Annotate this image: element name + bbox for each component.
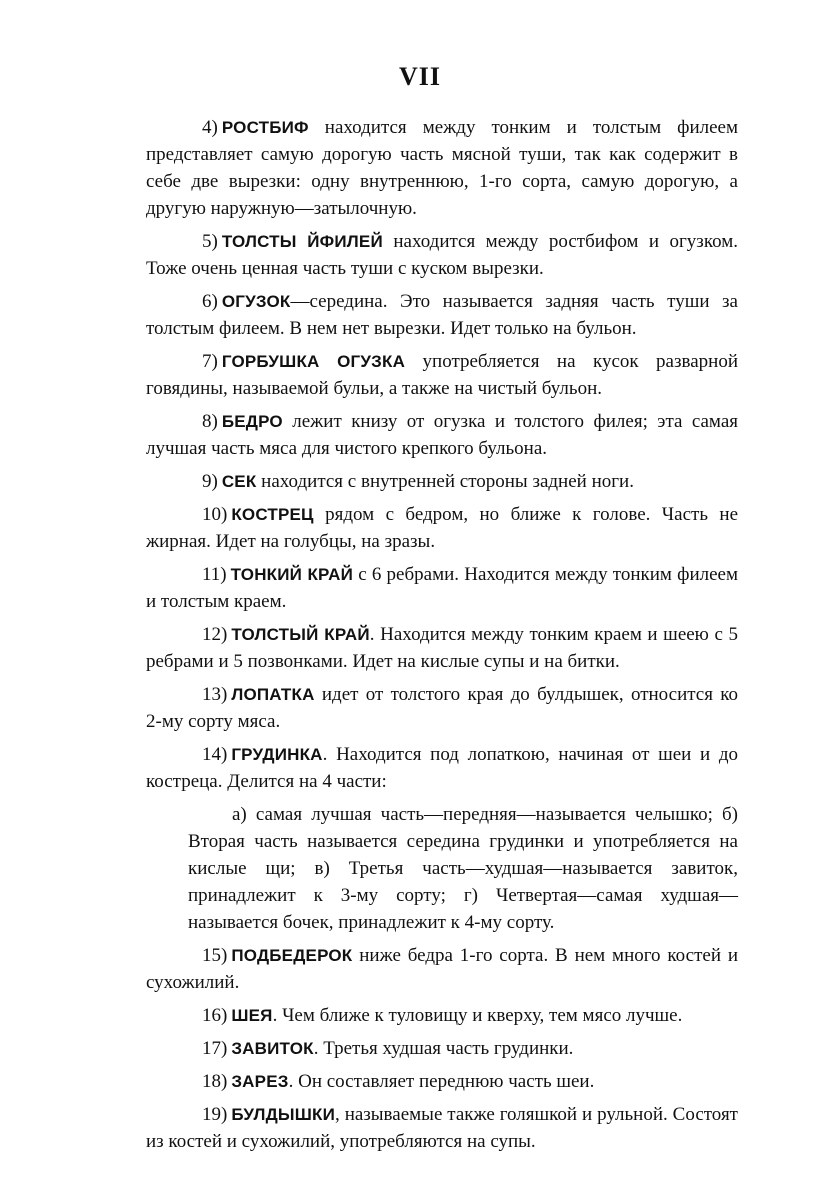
entry-17 [146,1035,738,1062]
entry-number: 16) [202,1005,228,1026]
entry-term: ГРУДИНКА [231,745,323,764]
entry-term: ПОДБЕДЕРОК [231,946,353,965]
entry-text: . Он составляет переднюю часть шеи. [288,1071,595,1092]
entry-9 [146,468,738,495]
entry-term: ТОЛСТЫЙ КРАЙ [231,625,370,644]
entry-text: —середина. Это называется задняя часть туши за толстым филеем. В нем нет вырезки. Идет только на бульон. [146,291,738,339]
entry-term: ЗАРЕЗ [231,1072,289,1091]
entry-number: 18) [202,1071,228,1092]
entry-number: 19) [202,1104,228,1125]
entry-text: употребляется на кусок разварной говядины, называемой бульи, а также на чистый бульон. [146,351,738,399]
entry-15 [146,942,738,996]
entry-term: БЕДРО [221,412,283,431]
entry-text: рядом с бедром, но ближе к голове. Часть не жирная. Идет на голубцы, на зразы. [146,504,739,552]
entry-11 [146,561,738,615]
entry-7 [146,348,738,402]
entry-term: БУЛДЫШКИ [231,1105,336,1124]
entry-term: ГОРБУШКА ОГУЗКА [221,352,406,371]
entry-number: 11) [202,564,227,585]
entry-number: 15) [202,945,228,966]
entry-6 [146,288,738,342]
entry-12 [146,621,738,675]
entry-text: , называемые также голяшкой и рульной. Состоят из костей и сухожилий, употребляются на супы. [146,1104,738,1152]
entry-19 [146,1101,738,1155]
entry-number: 4) [202,117,218,138]
entry-number: 14) [202,744,228,765]
entry-number: 6) [202,291,218,312]
entry-number: 8) [202,411,218,432]
entry-10 [146,501,738,555]
entry-number: 17) [202,1038,228,1059]
entry-number: 10) [202,504,228,525]
entry-term: РОСТБИФ [221,118,309,137]
entry-term: ТОЛСТЫ ЙФИЛЕЙ [221,232,383,251]
entry-number: 9) [202,471,218,492]
entry-number: 13) [202,684,228,705]
entry-5 [146,228,738,282]
page-number: VII [398,62,441,91]
entry-16 [146,1002,738,1029]
entry-8 [146,408,738,462]
entry-number: 5) [202,231,218,252]
entry-number: 12) [202,624,228,645]
entry-text: находится между тонким и толстым филеем представляет самую дорогую часть мясной туши, так как содержит в себе две вырезки: одну внутреннюю, 1-го сорта, самую дорогую, а другую наружную—затылочную. [146,117,739,219]
entry-term: ШЕЯ [231,1006,273,1025]
entry-number: 7) [202,351,218,372]
entry-text: . Находится между тонким краем и шеею с 5 ребрами и 5 позвонками. Идет на кислые супы и на битки. [146,624,738,672]
entry-text: идет от толстого края до булдышек, относится ко 2-му сорту мяса. [146,684,739,732]
entry-13 [146,681,738,735]
entry-text: находится с внутренней стороны задней ноги. [261,471,634,492]
entry-18 [146,1068,738,1095]
entry-text: лежит книзу от огузка и толстого филея; эта самая лучшая часть мяса для чистого крепкого бульона. [146,411,738,459]
entry-text: . Находится под лопаткою, начиная от шеи и до костреца. Делится на 4 части: [146,744,738,792]
page-text [146,114,738,1161]
entry-term: ТОНКИЙ КРАЙ [230,565,353,584]
entry-14 [146,741,738,795]
entry-text: ниже бедра 1-го сорта. В нем много костей и сухожилий. [146,945,739,993]
entry-text: . Чем ближе к туловищу и кверху, тем мясо лучше. [272,1005,683,1026]
entry-term: ЛОПАТКА [231,685,315,704]
entry-term: КОСТРЕЦ [231,505,314,524]
entry-text: находится между ростбифом и огузком. Тоже очень ценная часть туши с куском вырезки. [146,231,738,279]
entry-text: . Третья худшая часть грудинки. [313,1038,574,1059]
entry-term: ОГУЗОК [221,292,291,311]
grudinka-subdivisions: а) самая лучшая часть—передняя—называется челышко; б) Вторая часть называется середина грудинки и употребляется на кислые щи; в) Третья часть—худшая—называется завиток, принадлежит к 3-му сорту; г) Четвертая—самая худшая—называется бочек, принадлежит к 4-му сорту. [188,804,738,933]
entry-text: с 6 ребрами. Находится между тонким филеем и толстым краем. [146,564,738,612]
entry-term: СЕК [221,472,257,491]
entry-term: ЗАВИТОК [231,1039,314,1058]
entry-4 [146,114,738,222]
